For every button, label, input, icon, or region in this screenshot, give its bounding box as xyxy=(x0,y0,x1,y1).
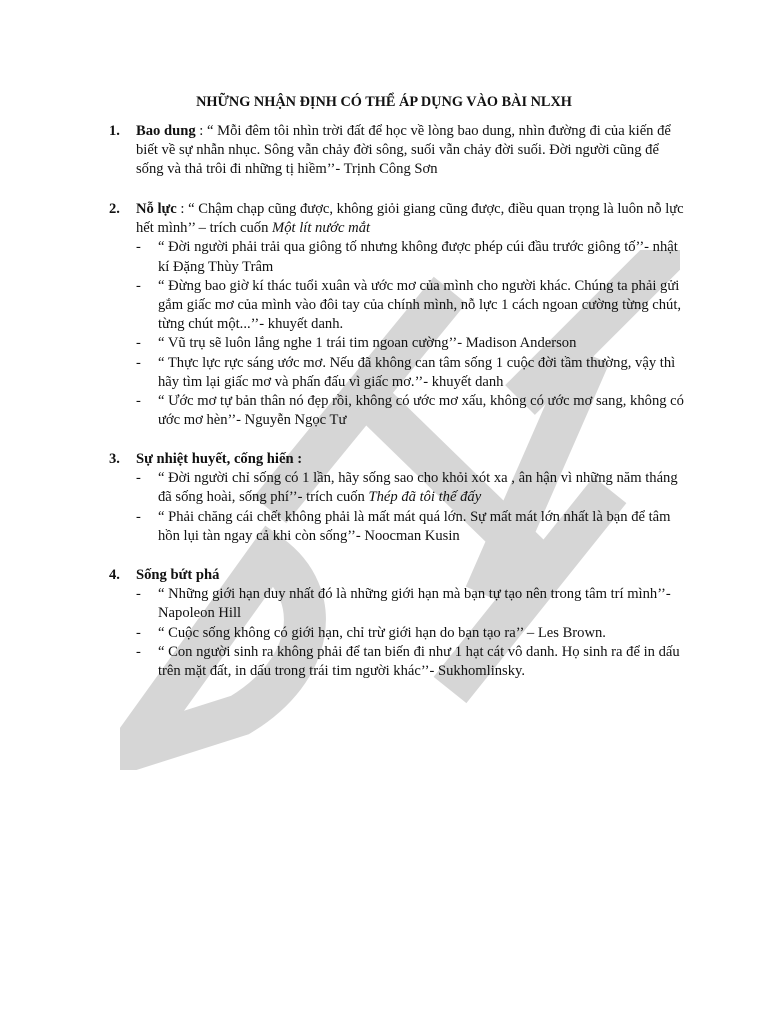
quote-item xyxy=(136,585,689,623)
quote-item xyxy=(136,508,689,546)
dash-marker: - xyxy=(136,335,141,352)
dash-marker: - xyxy=(136,586,141,603)
section-heading: Bao dung xyxy=(136,123,196,139)
quote-text: “ Cuộc sống không có giới hạn, chỉ trừ giới hạn do bạn tạo ra’’ – Les Brown. xyxy=(158,624,606,641)
quote-item xyxy=(136,354,689,392)
quote-item xyxy=(136,392,689,430)
section-number: 2. xyxy=(109,201,120,217)
section-heading: Nỗ lực xyxy=(136,201,177,217)
quote-text: “ Phải chăng cái chết không phải là mất mát quá lớn. Sự mất mát lớn nhất là bạn để tâm hồn lụi tàn ngay cả khi còn sống’’- Noocman Kusin xyxy=(158,508,671,544)
document-title: NHỮNG NHẬN ĐỊNH CÓ THỂ ÁP DỤNG VÀO BÀI NLXH xyxy=(196,94,572,110)
quote-text: “ Ước mơ tự bản thân nó đẹp rồi, không có ước mơ xấu, không có ước mơ sang, không có ước mơ hèn’’- Nguyễn Ngọc Tư xyxy=(158,393,684,429)
dash-marker: - xyxy=(136,508,141,525)
quote-text: “ Những giới hạn duy nhất đó là những giới hạn mà bạn tự tạo nên trong tâm trí mình’’- Napoleon Hill xyxy=(158,586,671,622)
quote-item xyxy=(136,277,689,335)
quote-item xyxy=(136,469,689,507)
dash-marker: - xyxy=(136,239,141,256)
section-heading: Sống bứt phá xyxy=(136,567,220,583)
section-song-but-pha xyxy=(109,566,689,681)
section-heading: Sự nhiệt huyết, cống hiến : xyxy=(136,451,303,467)
quote-text: “ Đời người chỉ sống có 1 lần, hãy sống sao cho khỏi xót xa , ân hận vì những năm tháng đã sống hoài, sống phí’’- trích cuốn xyxy=(158,470,678,506)
book-title: Thép đã tôi thế đấy xyxy=(368,489,482,506)
quote-text: “ Con người sinh ra không phải để tan biến đi như 1 hạt cát vô danh. Họ sinh ra để in dấu trên mặt đất, in dấu trong trái tim người khác’’- Sukhomlinsky. xyxy=(158,643,680,680)
section-body xyxy=(136,122,689,180)
quote-item xyxy=(136,643,689,681)
section-no-luc xyxy=(109,200,689,430)
quote-text: “ Vũ trụ sẽ luôn lắng nghe 1 trái tim ngoan cường’’- Madison Anderson xyxy=(158,335,577,352)
dash-marker: - xyxy=(136,470,141,487)
quote-text: “ Thực lực rực sáng ước mơ. Nếu đã không can tâm sống 1 cuộc đời tầm thường, vậy thì hãy tìm lại giấc mơ và phấn đấu vì giấc mơ.’’- khuyết danh xyxy=(158,354,676,390)
dash-marker: - xyxy=(136,643,141,660)
book-title: Một lít nước mắt xyxy=(272,220,371,237)
dash-marker: - xyxy=(136,277,141,294)
section-bao-dung xyxy=(109,122,689,180)
section-body xyxy=(136,200,689,430)
quote-item xyxy=(136,238,689,276)
heading-separator: : xyxy=(195,123,207,139)
dash-marker: - xyxy=(136,354,141,371)
section-body xyxy=(136,450,689,546)
dash-marker: - xyxy=(136,624,141,641)
section-number: 3. xyxy=(109,451,120,467)
quote-item xyxy=(136,334,689,353)
section-text: “ Mỗi đêm tôi nhìn trời đất để học về lòng bao dung, nhìn đường đi của kiến để biết về sự nhẫn nhục. Sông vẫn chảy đời sông, suối vẫn chảy đời suối. Đời người cũng để sống và thả trôi đi những tị hiềm’’- Trịnh Công Sơn xyxy=(136,123,671,178)
dash-marker: - xyxy=(136,393,141,410)
section-number: 1. xyxy=(109,123,120,139)
quote-text: “ Đừng bao giờ kí thác tuổi xuân và ước mơ của mình cho người khác. Chúng ta phải gửi gắm giấc mơ của mình vào đôi tay của chính mình, nỗ lực 1 cách ngoan cường từng chút, từng chút một...’’- khuyết danh. xyxy=(158,277,682,333)
section-text: “ Chậm chạp cũng được, không giỏi giang cũng được, điều quan trọng là luôn nỗ lực hết mình’’ – trích cuốn xyxy=(136,201,684,237)
section-nhiet-huyet xyxy=(109,450,689,546)
quote-item xyxy=(136,624,689,643)
heading-separator: : xyxy=(176,201,189,217)
quote-text: “ Đời người phải trải qua giông tố nhưng không được phép cúi đầu trước giông tố’’- nhật kí Đặng Thùy Trâm xyxy=(158,239,678,275)
section-body xyxy=(136,566,689,681)
section-number: 4. xyxy=(109,567,120,583)
